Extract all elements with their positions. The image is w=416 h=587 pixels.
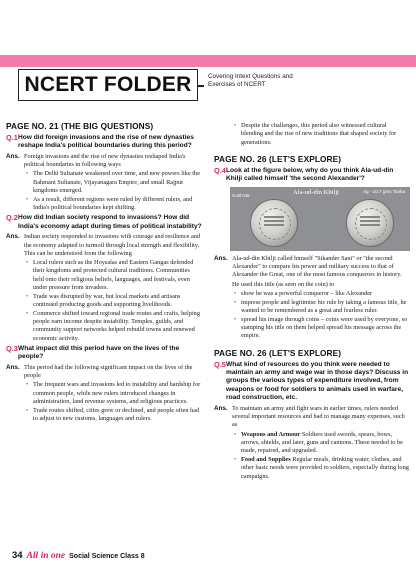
- bullet-item: • Commerce shifted toward regional trade routes and crafts, helping people earn income despite instability. Temples, guilds, and community support networks helped rebuild towns and renewed economic activity.: [24, 310, 202, 343]
- answer-text: This period had the following significant impact on the lives of the people: [24, 363, 193, 380]
- ncert-folder-title: NCERT FOLDER: [24, 73, 192, 96]
- answer-text: Ala-ud-din Khilji called himself "Sikander Sani" or "the second Alexander" to compare his power and military success to that of Alexander the Great, one of the most famous conquerors in history.: [232, 254, 402, 279]
- continued-bullets: [232, 122, 410, 147]
- bullet-item: • Trade was disrupted by war, but local markets and artisans continued producing goods and supporting livelihoods.: [24, 293, 202, 310]
- question-5: [214, 361, 410, 403]
- coin-figure: [230, 187, 410, 251]
- bullet-bold-term: Weapons and Armour: [241, 430, 301, 438]
- answer-bullets: [24, 170, 202, 212]
- question-1: [6, 134, 202, 151]
- ncert-folder-title-box: [18, 69, 198, 101]
- answer-bullets: [232, 431, 410, 481]
- bullet-item: [232, 456, 410, 481]
- header-connector-line: [198, 85, 204, 87]
- question-text: What impact did this period have on the lives of the people?: [18, 345, 180, 361]
- answer-text: Indian society responded to invasions with courage and resilience and the economy adapted to turmoil through local strength and flexibility. This can be understood from the following: [24, 233, 201, 257]
- answer-2: [6, 233, 202, 345]
- question-2: [6, 214, 202, 231]
- bullet-item: • Despite the challenges, this period also witnessed cultural blending and the rise of new traditions that shaped society for generations.: [232, 122, 410, 147]
- answer-5: [214, 405, 410, 483]
- bullet-bold-term: Food and Supplies: [241, 455, 291, 463]
- section-heading-page-26: PAGE NO. 26 (LET'S EXPLORE): [214, 153, 342, 164]
- answer-label: Ans.: [214, 404, 228, 412]
- bullet-item: • As a result, different regions were ruled by different rulers, and India's political boundaries kept shifting.: [24, 196, 202, 213]
- bullet-detail: Regular meals, drinking water, clothes, and other basic needs were provided to soldiers, especially during long campaigns.: [241, 455, 409, 480]
- right-column: [214, 121, 410, 483]
- bullet-item: • Local rulers such as the Hoysalas and Eastern Gangas defended their kingdoms and protected cultural traditions. Communities held onto their religious beliefs, languages, and festivals, even under pressure from invaders.: [24, 259, 202, 292]
- brand-logo-text: All in one: [26, 551, 66, 561]
- left-column: [6, 121, 202, 425]
- page-number: 34: [12, 550, 23, 561]
- subtitle-line-2: Exercises of NCERT: [208, 81, 266, 89]
- question-text: What kind of resources do you think were needed to maintain an army and wage war in those days? Discuss in groups the various types of expenditure involved, from weapons or food for soldiers to animals used in warfare, road construction, etc.: [226, 360, 409, 402]
- bullet-item: [232, 431, 410, 456]
- ncert-folder-subtitle: [208, 73, 328, 90]
- answer-bullets: [24, 259, 202, 343]
- section-heading-page-26-second: PAGE NO. 26 (LET'S EXPLORE): [214, 347, 342, 358]
- question-text: Look at the figure below, why do you think Ala-ud-din Khilji called himself 'the second Alexander'?: [226, 166, 394, 183]
- answer-text-2: He used this title (as seen on the coin) to: [232, 280, 335, 288]
- bullet-detail: Soldiers used swords, spears, bows, arrows, shields, and later, guns and cannons. These needed to be made, repaired, and upgraded.: [241, 430, 403, 455]
- answer-text: To maintain an army and fight wars in earlier times, rulers needed several important resources and had to manage many expenses, such as: [232, 404, 405, 429]
- coin-reverse-image: [346, 199, 394, 247]
- question-number: Q.2: [6, 213, 18, 223]
- header-color-band: [0, 55, 416, 67]
- section-heading-page-21: PAGE NO. 21 (THE BIG QUESTIONS): [6, 121, 154, 131]
- question-text: How did Indian society respond to invasions? How did India's economy adapt during times of political instability?: [18, 214, 202, 230]
- answer-label: Ans.: [6, 233, 20, 241]
- question-text: How did foreign invasions and the rise of new dynasties reshape India's political boundaries during this period?: [18, 134, 194, 150]
- bullet-item: • Trade routes shifted, cities grew or declined, and people often had to adjust to new customs, languages and rulers.: [24, 407, 202, 424]
- answer-label: Ans.: [214, 254, 228, 262]
- coin-obverse-image: [250, 199, 298, 247]
- question-number: Q.4: [214, 165, 226, 175]
- bullet-item: • The Delhi Sultanate weakened over time, and new powers like the Bahmani Sultanate, Vijayanagara Empire, and small Rajput kingdoms emerged.: [24, 170, 202, 195]
- bullet-item: • impress people and legitimise his rule by taking a famous title, he wanted to be remembered as a great and fearless ruler.: [232, 299, 410, 316]
- coin-figure-weight-caption: Ag - 10.7 gms Tanka: [362, 188, 406, 194]
- page-footer: [12, 550, 145, 561]
- coin-figure-caption: Ala-ud-din Khilji: [293, 188, 339, 196]
- answer-label: Ans.: [6, 363, 20, 371]
- bullet-item: • spread his image through coins – coins were used by everyone, so stamping his title on them helped spread his message across the empire.: [232, 316, 410, 341]
- answer-text: Foreign invasions and the rise of new dynasties reshaped India's political boundaries in following ways: [24, 152, 186, 169]
- question-number: Q.5: [214, 359, 226, 369]
- book-subject: Social Science Class 8: [69, 553, 145, 560]
- answer-4: [214, 255, 410, 343]
- bullet-item: • The frequent wars and invasions led to instability and hardship for common people, while new rulers introduced changes in administration, land revenue systems, and religious practices.: [24, 381, 202, 406]
- question-4: [214, 167, 410, 184]
- answer-bullets: [232, 290, 410, 341]
- question-3: [6, 345, 202, 362]
- coin-figure-tag: Gold 046: [232, 192, 250, 198]
- answer-3: [6, 364, 202, 426]
- subtitle-line-1: Covering Intext Questions and: [208, 73, 293, 80]
- answer-label: Ans.: [6, 152, 20, 160]
- bullet-item: • show he was a powerful conqueror – like Alexander: [232, 290, 410, 298]
- question-number: Q.3: [6, 344, 18, 354]
- answer-1: [6, 153, 202, 215]
- answer-bullets: [24, 381, 202, 423]
- question-number: Q.1: [6, 133, 18, 142]
